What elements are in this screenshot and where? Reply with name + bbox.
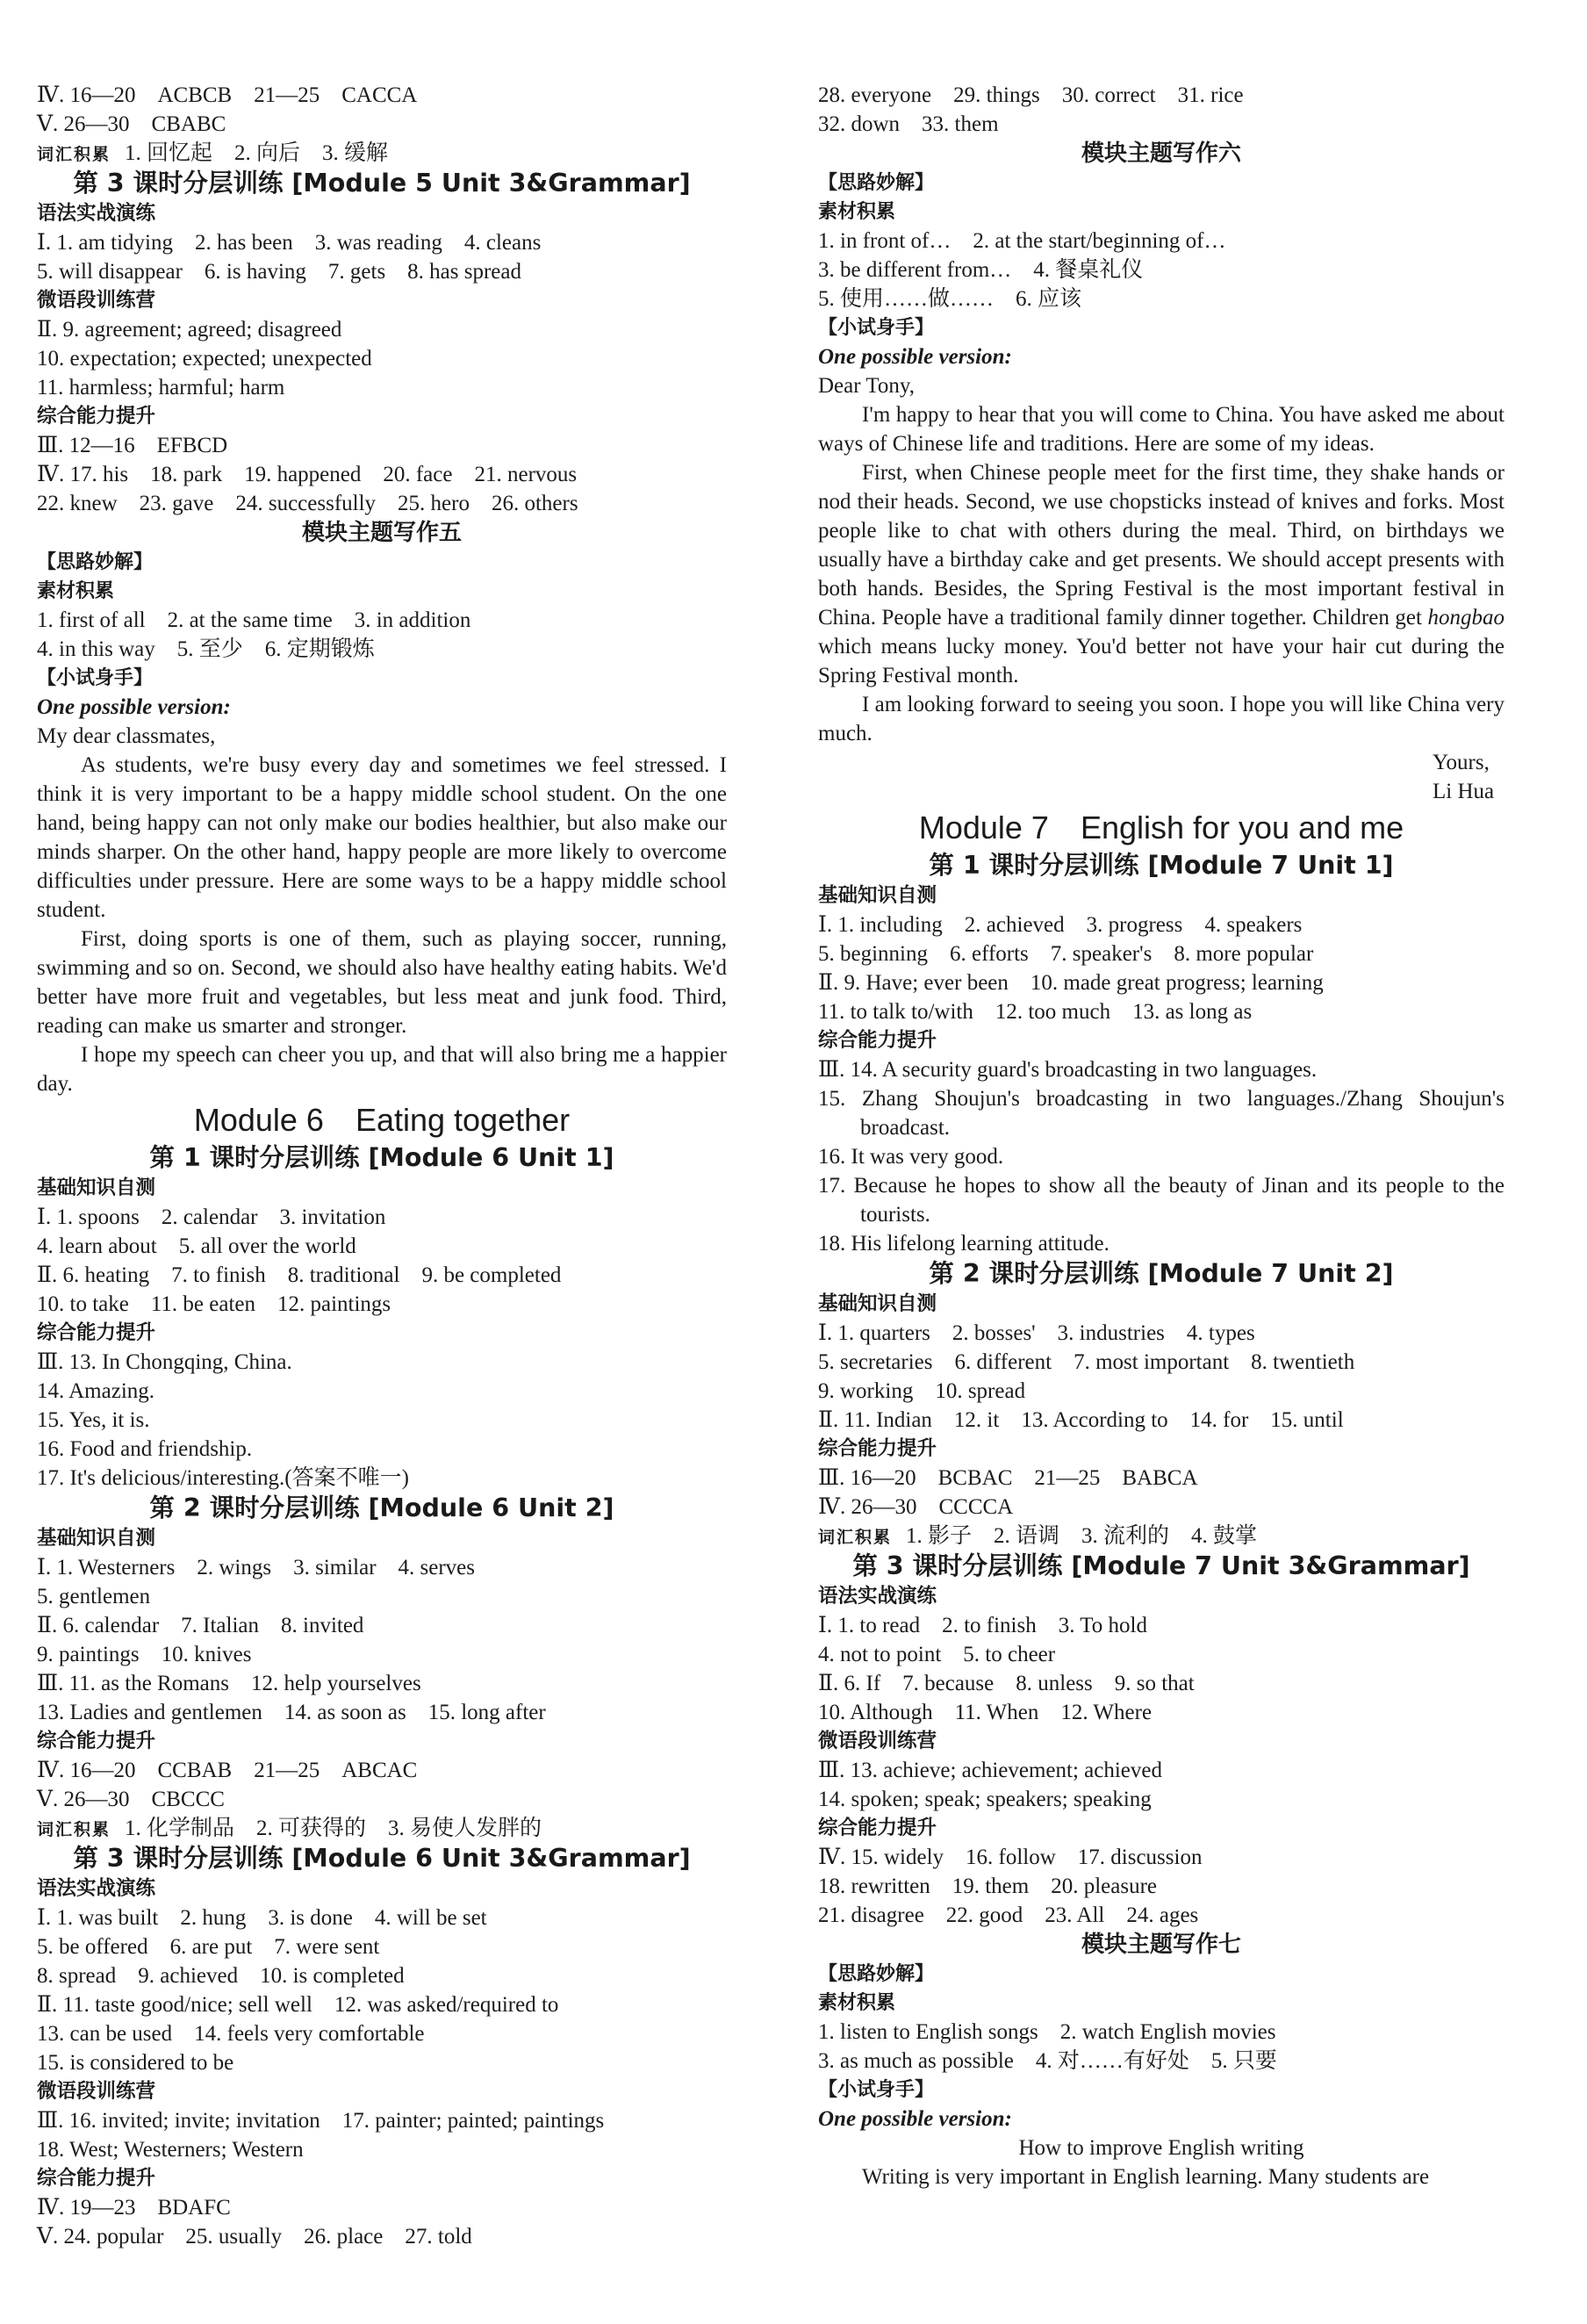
answer-line: 1. first of all 2. at the same time 3. in addition bbox=[37, 608, 471, 632]
essay-paragraph bbox=[818, 458, 1504, 690]
answer-line: 1. in front of… 2. at the start/beginning of… bbox=[818, 229, 1226, 253]
answer-line: 9. paintings 10. knives bbox=[37, 1643, 252, 1666]
tag-label: 【小试身手】 bbox=[37, 667, 154, 689]
answer-line: 4. not to point 5. to cheer bbox=[818, 1643, 1056, 1666]
answer-line: 4. in this way 5. 至少 6. 定期锻炼 bbox=[37, 637, 375, 661]
essay-text: which means lucky money. You'd better not have your hair cut during the Spring Festival month. bbox=[818, 635, 1504, 687]
answer-line: Ⅳ. 15. widely 16. follow 17. discussion bbox=[818, 1846, 1203, 1869]
answer-line: Ⅱ. 6. calendar 7. Italian 8. invited bbox=[37, 1614, 364, 1637]
module-title: Module 6 Eating together bbox=[193, 1102, 571, 1138]
section-label: 基础知识自测 bbox=[37, 1176, 156, 1199]
answer-line: Ⅲ. 13. achieve; achievement; achieved bbox=[818, 1759, 1162, 1782]
answer-line: Ⅱ. 9. Have; ever been 10. made great progress; learning bbox=[818, 971, 1324, 995]
section-label: 基础知识自测 bbox=[37, 1527, 156, 1550]
answer-line: 21. disagree 22. good 23. All 24. ages bbox=[818, 1903, 1199, 1927]
answer-line: Ⅳ. 19—23 BDAFC bbox=[37, 2196, 231, 2220]
answer-line: Ⅰ. 1. am tidying 2. has been 3. was reading 4. cleans bbox=[37, 231, 542, 255]
module-title: Module 7 English for you and me bbox=[918, 809, 1404, 845]
answer-line: Ⅱ. 6. If 7. because 8. unless 9. so that bbox=[818, 1672, 1195, 1695]
answer-line: Ⅲ. 13. In Chongqing, China. bbox=[37, 1350, 292, 1374]
section-label: 素材积累 bbox=[818, 1992, 896, 2014]
version-label: One possible version: bbox=[818, 345, 1012, 369]
answer-line: Ⅲ. 14. A security guard's broadcasting in two languages. bbox=[818, 1058, 1318, 1082]
answer-line: 10. expectation; expected; unexpected bbox=[37, 347, 372, 371]
answer-line: 11. to talk to/with 12. too much 13. as long as bbox=[818, 1000, 1253, 1024]
vocabulary-label: 词汇积累 bbox=[818, 1528, 893, 1547]
lesson-heading: 第 1 课时分层训练 [Module 7 Unit 1] bbox=[929, 851, 1394, 880]
answer-line: 15. Yes, it is. bbox=[37, 1408, 150, 1432]
answer-line: Ⅰ. 1. to read 2. to finish 3. To hold bbox=[818, 1614, 1148, 1637]
answer-line: 5. will disappear 6. is having 7. gets 8. has spread bbox=[37, 260, 521, 284]
vocabulary-line bbox=[37, 1814, 727, 1843]
answer-line: Ⅱ. 11. taste good/nice; sell well 12. was asked/required to bbox=[37, 1993, 559, 2017]
essay-paragraph: First, doing sports is one of them, such as playing soccer, running, swimming and so on. Second, we should also have healthy eating habits. We'd better have more fruit and vegetables, but less meat and junk food. Third, reading can make us smarter and stronger. bbox=[37, 927, 727, 1038]
essay-paragraph: I hope my speech can cheer you up, and that will also bring me a happier day. bbox=[37, 1043, 727, 1096]
closing-text: Yours, bbox=[1433, 751, 1490, 774]
answer-line: Ⅱ. 11. Indian 12. it 13. According to 14. for 15. until bbox=[818, 1408, 1344, 1432]
vocabulary-line bbox=[37, 139, 727, 168]
answer-line: 11. harmless; harmful; harm bbox=[37, 376, 285, 399]
right-column bbox=[818, 81, 1504, 2191]
answer-line: 18. His lifelong learning attitude. bbox=[818, 1232, 1109, 1256]
lesson-heading: 第 3 课时分层训练 [Module 6 Unit 3&Grammar] bbox=[73, 1844, 691, 1873]
answer-line: 14. spoken; speak; speakers; speaking bbox=[818, 1788, 1152, 1811]
answer-line: Ⅰ. 1. spoons 2. calendar 3. invitation bbox=[37, 1205, 386, 1229]
vocabulary-text: 1. 化学制品 2. 可获得的 3. 易使人发胖的 bbox=[125, 1817, 542, 1840]
answer-line: 13. Ladies and gentlemen 14. as soon as 15. long after bbox=[37, 1701, 546, 1724]
essay-greeting: Dear Tony, bbox=[818, 374, 916, 398]
section-label: 语法实战演练 bbox=[37, 1877, 156, 1900]
essay-signature bbox=[818, 777, 1504, 806]
lesson-heading: 第 3 课时分层训练 [Module 5 Unit 3&Grammar] bbox=[73, 169, 691, 198]
tag-label: 【思路妙解】 bbox=[818, 172, 935, 194]
answer-line: 17. It's delicious/interesting.(答案不唯一) bbox=[37, 1466, 409, 1490]
writing-heading: 模块主题写作六 bbox=[1081, 140, 1241, 167]
tag-label: 【思路妙解】 bbox=[818, 1963, 935, 1985]
section-label: 综合能力提升 bbox=[37, 405, 156, 428]
signature-text: Li Hua bbox=[1433, 780, 1495, 803]
lesson-heading: 第 1 课时分层训练 [Module 6 Unit 1] bbox=[149, 1143, 614, 1172]
essay-paragraph: I am looking forward to seeing you soon. I hope you will like China very much. bbox=[818, 693, 1504, 745]
answer-line: Ⅴ. 26—30 CBCCC bbox=[37, 1788, 225, 1811]
answer-line: Ⅳ. 16—20 CCBAB 21—25 ABCAC bbox=[37, 1759, 418, 1782]
answer-line: 5. be offered 6. are put 7. were sent bbox=[37, 1935, 380, 1959]
version-label: One possible version: bbox=[818, 2107, 1012, 2131]
answer-line: Ⅳ. 17. his 18. park 19. happened 20. face 21. nervous bbox=[37, 463, 578, 486]
essay-title: How to improve English writing bbox=[1018, 2136, 1304, 2160]
vocabulary-label: 词汇积累 bbox=[37, 1820, 111, 1839]
answer-line: Ⅰ. 1. was built 2. hung 3. is done 4. will be set bbox=[37, 1906, 487, 1930]
answer-line: Ⅰ. 1. Westerners 2. wings 3. similar 4. serves bbox=[37, 1556, 475, 1579]
essay-italic-word: hongbao bbox=[1427, 606, 1504, 630]
answer-line: 10. Although 11. When 12. Where bbox=[818, 1701, 1153, 1724]
section-label: 基础知识自测 bbox=[818, 884, 937, 907]
answer-line: 14. Amazing. bbox=[37, 1379, 155, 1403]
answer-line: 18. West; Westerners; Western bbox=[37, 2138, 304, 2162]
answer-line: 16. It was very good. bbox=[818, 1145, 1004, 1169]
tag-label: 【思路妙解】 bbox=[37, 551, 154, 573]
answer-line: Ⅲ. 16. invited; invite; invitation 17. painter; painted; paintings bbox=[37, 2109, 605, 2133]
answer-line: 15. is considered to be bbox=[37, 2051, 234, 2075]
answer-line: 3. as much as possible 4. 对……有好处 5. 只要 bbox=[818, 2049, 1277, 2073]
section-label: 综合能力提升 bbox=[818, 1817, 937, 1839]
vocabulary-line bbox=[818, 1522, 1504, 1551]
writing-heading: 模块主题写作七 bbox=[1081, 1932, 1241, 1958]
answer-line: 28. everyone 29. things 30. correct 31. rice bbox=[818, 83, 1244, 107]
answer-line: Ⅲ. 16—20 BCBAC 21—25 BABCA bbox=[818, 1466, 1198, 1490]
answer-line: Ⅲ. 11. as the Romans 12. help yourselves bbox=[37, 1672, 421, 1695]
section-label: 语法实战演练 bbox=[818, 1585, 937, 1608]
section-label: 综合能力提升 bbox=[818, 1029, 937, 1052]
answer-line: 3. be different from… 4. 餐桌礼仪 bbox=[818, 258, 1144, 282]
vocabulary-label: 词汇积累 bbox=[37, 145, 111, 164]
answer-line: 5. secretaries 6. different 7. most important 8. twentieth bbox=[818, 1350, 1355, 1374]
answer-line: Ⅳ. 16—20 ACBCB 21—25 CACCA bbox=[37, 83, 418, 107]
answer-line: 10. to take 11. be eaten 12. paintings bbox=[37, 1292, 391, 1316]
section-label: 综合能力提升 bbox=[818, 1437, 937, 1460]
essay-text: First, when Chinese people meet for the first time, they shake hands or nod their heads. Second, we use chopsticks instead of knives and forks. Most people like to chat with others during the meal. Third, on birthdays we usually have a birthday cake and get presents. We should accept presents with both hands. Besides, the Spring Festival is the most important festival in China. People have a traditional family dinner together. Children get bbox=[818, 461, 1504, 630]
section-label: 微语段训练营 bbox=[818, 1730, 937, 1752]
section-label: 微语段训练营 bbox=[37, 2080, 156, 2103]
answer-line: Ⅱ. 9. agreement; agreed; disagreed bbox=[37, 318, 342, 342]
lesson-heading: 第 2 课时分层训练 [Module 6 Unit 2] bbox=[149, 1493, 614, 1522]
answer-line: 32. down 33. them bbox=[818, 112, 999, 136]
answer-line: 4. learn about 5. all over the world bbox=[37, 1234, 356, 1258]
answer-line: 16. Food and friendship. bbox=[37, 1437, 253, 1461]
answer-line: 5. 使用……做…… 6. 应该 bbox=[818, 287, 1082, 311]
answer-line: 18. rewritten 19. them 20. pleasure bbox=[818, 1874, 1158, 1898]
answer-line: Ⅱ. 6. heating 7. to finish 8. traditional 9. be completed bbox=[37, 1263, 562, 1287]
essay-paragraph: As students, we're busy every day and sometimes we feel stressed. I think it is very important to be a happy middle school student. On the one hand, being happy can not only make our bodies healthier, but also make our minds sharper. On the other hand, happy people are more likely to overcome difficulties under pressure. Here are some ways to be a happy middle school student. bbox=[37, 753, 727, 922]
writing-heading: 模块主题写作五 bbox=[301, 520, 462, 546]
essay-greeting: My dear classmates, bbox=[37, 724, 216, 748]
answer-line: 17. Because he hopes to show all the beauty of Jinan and its people to the tourists. bbox=[818, 1174, 1504, 1227]
section-label: 综合能力提升 bbox=[37, 1730, 156, 1752]
essay-paragraph: I'm happy to hear that you will come to China. You have asked me about ways of Chinese life and traditions. Here are some of my ideas. bbox=[818, 403, 1504, 456]
essay-paragraph: Writing is very important in English learning. Many students are bbox=[862, 2165, 1430, 2189]
section-label: 微语段训练营 bbox=[37, 289, 156, 312]
answer-line: Ⅴ. 24. popular 25. usually 26. place 27. told bbox=[37, 2225, 472, 2248]
answer-line: Ⅰ. 1. quarters 2. bosses' 3. industries 4. types bbox=[818, 1321, 1255, 1345]
vocabulary-text: 1. 回忆起 2. 向后 3. 缓解 bbox=[125, 141, 389, 165]
answer-line: 13. can be used 14. feels very comfortable bbox=[37, 2022, 425, 2046]
answer-line: 22. knew 23. gave 24. successfully 25. hero 26. others bbox=[37, 492, 578, 515]
tag-label: 【小试身手】 bbox=[818, 2079, 935, 2101]
answer-line: Ⅰ. 1. including 2. achieved 3. progress 4. speakers bbox=[818, 913, 1303, 937]
lesson-heading: 第 3 课时分层训练 [Module 7 Unit 3&Grammar] bbox=[852, 1551, 1470, 1580]
answer-line: 8. spread 9. achieved 10. is completed bbox=[37, 1964, 405, 1988]
answer-line: 5. beginning 6. efforts 7. speaker's 8. more popular bbox=[818, 942, 1314, 966]
tag-label: 【小试身手】 bbox=[818, 317, 935, 339]
section-label: 语法实战演练 bbox=[37, 202, 156, 225]
answer-line: Ⅲ. 12—16 EFBCD bbox=[37, 434, 228, 457]
section-label: 基础知识自测 bbox=[818, 1292, 937, 1315]
answer-line: 9. working 10. spread bbox=[818, 1379, 1026, 1403]
answer-line: 5. gentlemen bbox=[37, 1585, 151, 1608]
section-label: 素材积累 bbox=[37, 580, 115, 602]
answer-line: Ⅳ. 26—30 CCCCA bbox=[818, 1495, 1014, 1519]
answer-line: 1. listen to English songs 2. watch English movies bbox=[818, 2020, 1276, 2044]
section-label: 综合能力提升 bbox=[37, 1321, 156, 1344]
vocabulary-text: 1. 影子 2. 语调 3. 流利的 4. 鼓掌 bbox=[906, 1524, 1258, 1548]
essay-closing bbox=[818, 748, 1504, 777]
section-label: 素材积累 bbox=[818, 201, 896, 223]
left-column bbox=[37, 81, 727, 2251]
version-label: One possible version: bbox=[37, 695, 231, 719]
answer-line: Ⅴ. 26—30 CBABC bbox=[37, 112, 226, 136]
section-label: 综合能力提升 bbox=[37, 2167, 156, 2190]
lesson-heading: 第 2 课时分层训练 [Module 7 Unit 2] bbox=[929, 1259, 1394, 1288]
answer-line: 15. Zhang Shoujun's broadcasting in two languages./Zhang Shoujun's broadcast. bbox=[818, 1087, 1504, 1140]
